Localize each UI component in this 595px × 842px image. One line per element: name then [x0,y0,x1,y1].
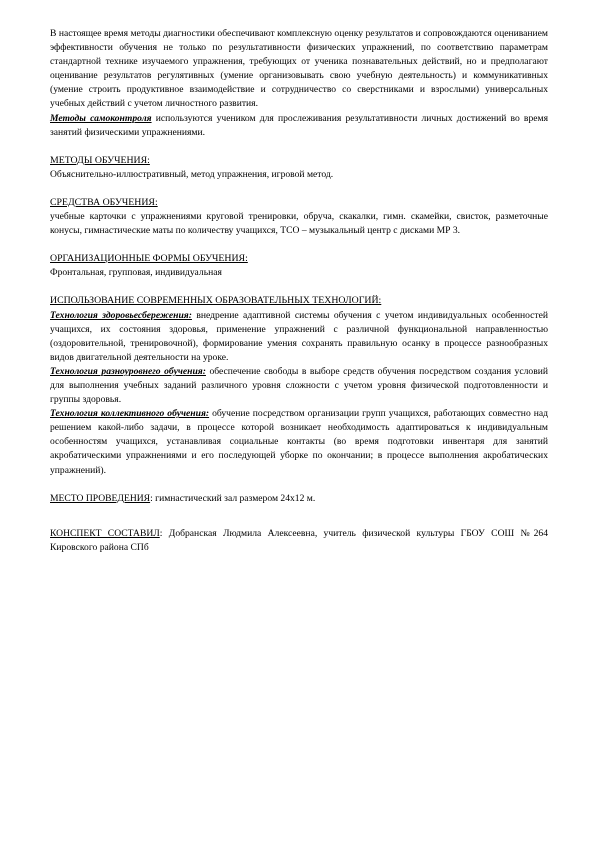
intro-paragraph [50,27,548,112]
technology-text: внедрение адаптивной системы обучения с учетом индивидуальных особенностей учащихся, их состояния здоровья, применение упражнений с различной функциональной направленностью (оздоровительной, тренировочной), формирование умения сохранять правильную осанку в процессе разнообразных видов двигательной деятельности на уроке. [50,309,548,363]
technologies-heading: ИСПОЛЬЗОВАНИЕ СОВРЕМЕННЫХ ОБРАЗОВАТЕЛЬНЫХ ТЕХНОЛОГИЙ: [50,295,382,307]
means-text: учебные карточки с упражнениями круговой тренировки, обруча, скакалки, гимн. скамейки, свисток, разметочные конусы, гимнастические маты по количеству учащихся, ТСО – музыкальный центр с дисками МР 3. [50,211,548,237]
means-heading: СРЕДСТВА ОБУЧЕНИЯ: [50,196,158,208]
self-control-paragraph [50,112,548,140]
intro-text: В настоящее время методы диагностики обеспечивают комплексную оценку результатов и сопровождаются оцениванием эффективности обучения не только по результативности физических упражнений, по соответствию параметрам стандартной технике изучаемого упражнения, требующих от ученика познавательных действий, но и предполагают оценивание результатов регулятивных (умение организовывать свою учебную деятельность) и коммуникативных (умение строить продуктивное взаимодействие и сотрудничество со сверстниками и взрослыми) универсальных учебных действий с учетом личностного развития. [50,28,548,110]
methods-text: Объяснительно-иллюстративный, метод упражнения, игровой метод. [50,168,334,180]
place-paragraph [50,492,548,506]
author-paragraph [50,527,548,555]
place-text: : гимнастический зал размером 24х12 м. [150,492,316,504]
author-heading: КОНСПЕКТ СОСТАВИЛ [50,527,160,539]
document-page [50,27,548,555]
author-text: : Добранская Людмила Алексеевна, учитель физической культуры ГБОУ СОШ №264 Кировского района СПб [50,527,548,553]
self-control-text: используются учеником для прослеживания результативности личных достижений во время занятий физическими упражнениями. [50,112,548,138]
self-control-term: Методы самоконтроля [50,112,152,124]
place-heading: МЕСТО ПРОВЕДЕНИЯ [50,492,151,504]
technology-item-health [50,309,548,365]
methods-heading: МЕТОДЫ ОБУЧЕНИЯ: [50,154,150,166]
technology-term: Технология здоровьесбережения: [50,309,192,321]
technology-text: обеспечение свободы в выборе средств обучения посредством создания условий для выполнения учебных заданий различного уровня сложности с учетом уровня физической подготовленности и группы здоровья. [50,365,548,406]
technology-item-multilevel [50,365,548,407]
technology-text: обучение посредством организации групп учащихся, работающих совместно над решением какой-либо задачи, в процессе которой возникает необходимость адаптироваться к индивидуальным особенностям учащихся, устанавливая социальные контакты (во время подготовки инвентаря для занятий акробатическими упражнениями и его последующей уборке по окончании; в процессе выполнения акробатических упражнений). [50,408,548,476]
technology-item-collective [50,407,548,477]
technology-term: Технология коллективного обучения: [50,408,210,420]
forms-text: Фронтальная, групповая, индивидуальная [50,267,222,279]
technology-term: Технология разноуровнего обучения: [50,365,206,377]
forms-heading: ОРГАНИЗАЦИОННЫЕ ФОРМЫ ОБУЧЕНИЯ: [50,253,248,265]
